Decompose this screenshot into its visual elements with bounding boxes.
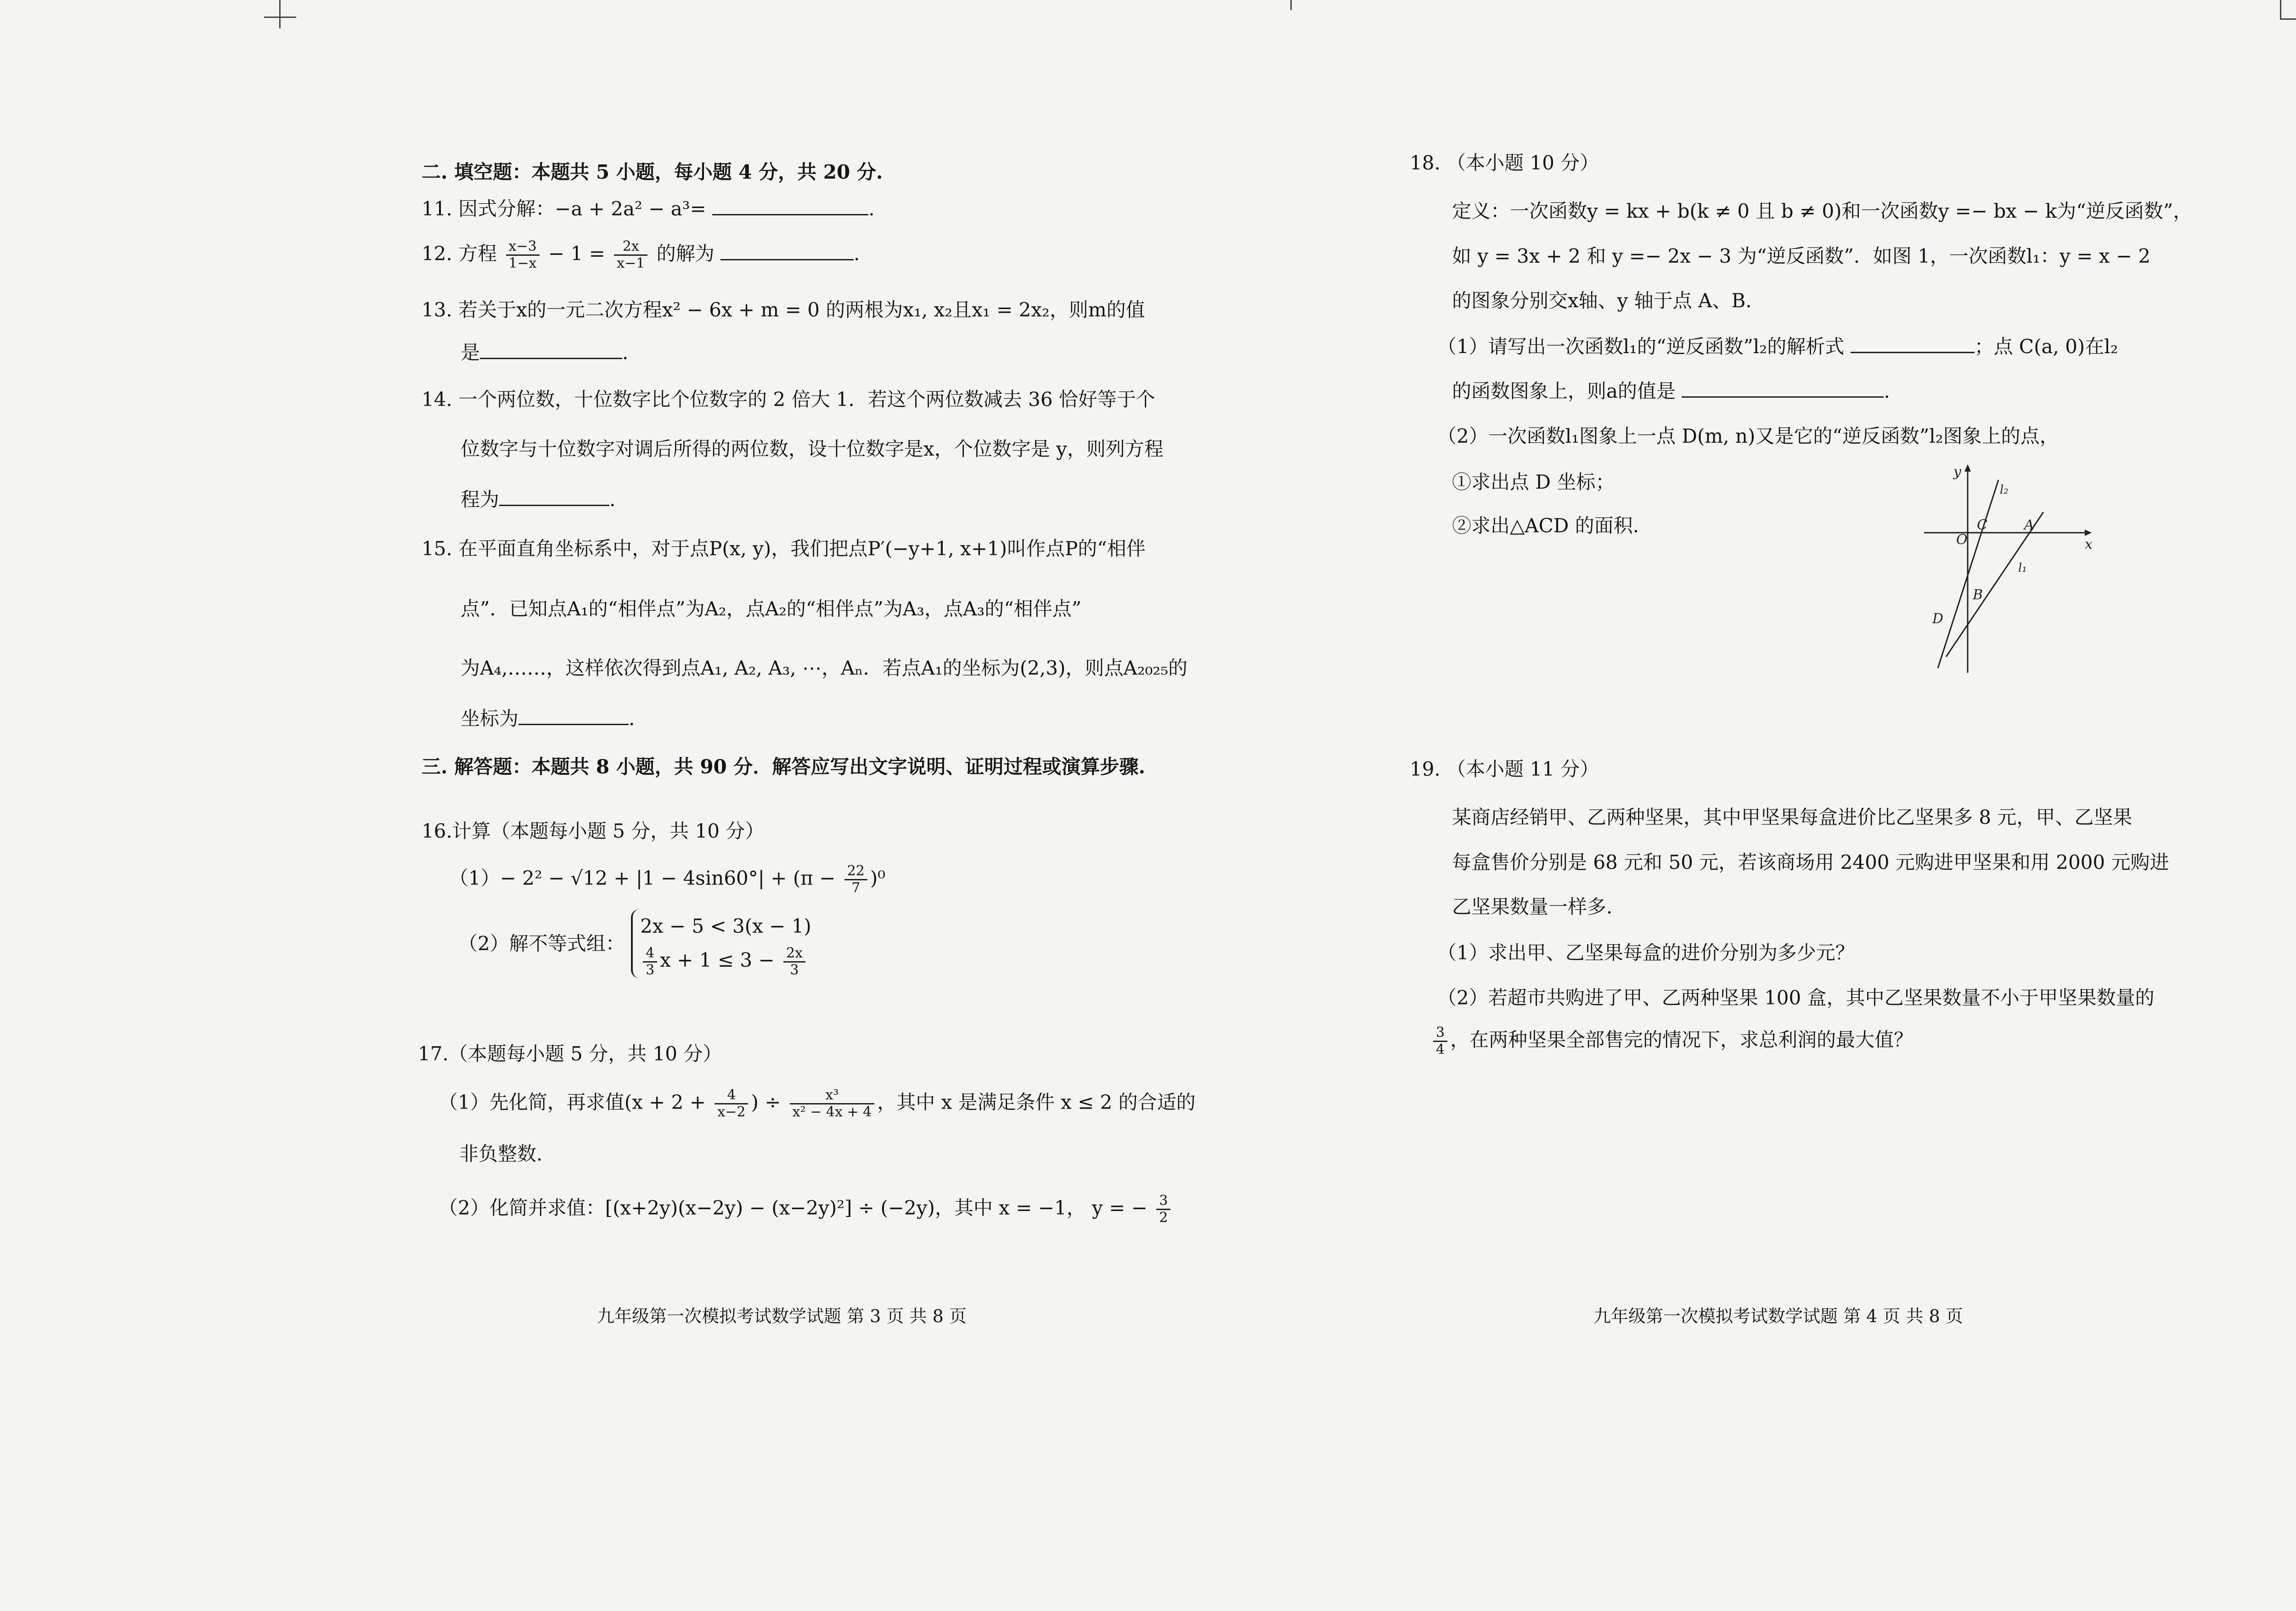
question-number: 11. <box>422 197 452 220</box>
page-footer: 九年级第一次模拟考试数学试题 第 3 页 共 8 页 <box>597 1306 967 1326</box>
point-b-label: B <box>1973 587 1983 603</box>
question-16-part2: （2）解不等式组： 2x − 5 < 3(x − 1) $\frac{4}{3}$ x + 1 ≤ 3 − $\frac{2x}{3}$ <box>458 909 811 978</box>
question-11: 11. 因式分解：−a + 2a² − a³= . <box>422 197 875 220</box>
fraction: $\frac{2x}{x-1}$ <box>614 239 647 271</box>
question-17-part1-line2: 非负整数. <box>459 1143 543 1165</box>
fraction: $\frac{x-3}{1-x}$ <box>506 239 540 271</box>
question-19-line3: 乙坚果数量一样多. <box>1452 896 1613 918</box>
question-15: 15. 在平面直角坐标系中，对于点P(x, y)，我们把点P′(−y+1, x+1)叫作点P的“相伴 <box>422 537 1146 560</box>
fraction: $\frac{2x}{3}$ <box>783 946 805 978</box>
question-12: 12. 方程 $\frac{x-3}{1-x}$ − 1 = $\frac{2x}{x-1}$ 的解为 . <box>422 238 860 271</box>
section3-title: 三. 解答题：本题共 8 小题，共 90 分．解答应写出文字说明、证明过程或演算步骤. <box>422 755 1146 778</box>
question-18-line1: 定义：一次函数y = kx + b(k ≠ 0 且 b ≠ 0)和一次函数y =− bx − k为“逆反函数”， <box>1452 200 2193 222</box>
x-axis-arrow <box>2085 529 2092 536</box>
fraction: $\frac{3}{4}$ <box>1433 1025 1447 1058</box>
question-text: 因式分解：−a + 2a² − a³= <box>458 197 706 220</box>
exam-page-4 <box>1171 0 2296 1611</box>
fraction: $\frac{4}{3}$ <box>643 946 657 978</box>
inequality-system: 2x − 5 < 3(x − 1) $\frac{4}{3}$ x + 1 ≤ 3 − $\frac{2x}{3}$ <box>631 909 811 978</box>
answer-blank[interactable] <box>480 341 622 359</box>
origin-label: O <box>1956 532 1968 548</box>
answer-blank[interactable] <box>499 488 609 506</box>
question-15-line3: 为A₄,……，这样依次得到点A₁, A₂, A₃, ⋯，Aₙ．若点A₁的坐标为(2,3)，则点A₂₀₂₅的 <box>461 657 1188 679</box>
y-axis-label: y <box>1953 464 1961 480</box>
question-13: 13. 若关于x的一元二次方程x² − 6x + m = 0 的两根为x₁, x₂且x₁ = 2x₂，则m的值 <box>422 299 1145 321</box>
page-footer: 九年级第一次模拟考试数学试题 第 4 页 共 8 页 <box>1593 1306 1963 1326</box>
question-18-part1-line2: 的函数图象上，则a的值是 . <box>1452 380 1890 402</box>
question-14: 14. 一个两位数，十位数字比个位数字的 2 倍大 1．若这个两位数减去 36 恰好等于个 <box>422 388 1155 411</box>
question-18-line3: 的图象分别交x轴、y 轴于点 A、B. <box>1452 289 1752 312</box>
question-17-header: 17.（本题每小题 5 分，共 10 分） <box>418 1042 722 1065</box>
question-14-line2: 位数字与十位数字对调后所得的两位数，设十位数字是x，个位数字是 y，则列方程 <box>461 438 1164 460</box>
question-13-line2: 是 . <box>461 341 629 364</box>
point-c-label: C <box>1977 517 1987 533</box>
question-16-part1: （1）− 2² − √12 + |1 − 4sin60°| + (π − $\frac{22}{7}$ )⁰ <box>449 863 886 896</box>
question-19-line1: 某商店经销甲、乙两种坚果，其中甲坚果每盒进价比乙坚果多 8 元，甲、乙坚果 <box>1452 806 2133 828</box>
question-14-line3: 程为 . <box>461 488 616 511</box>
question-18-sub2: ②求出△ACD 的面积. <box>1452 514 1639 537</box>
question-18-sub1: ①求出点 D 坐标； <box>1452 471 1615 493</box>
l1-label: l₁ <box>2018 561 2027 575</box>
question-19-part2: （2）若超市共购进了甲、乙两种坚果 100 盒，其中乙坚果数量不小于甲坚果数量的 <box>1437 986 2155 1009</box>
answer-blank[interactable] <box>1682 380 1884 398</box>
l2-label: l₂ <box>2000 483 2009 497</box>
fraction: $\frac{4}{x-2}$ <box>715 1087 748 1120</box>
answer-blank[interactable] <box>1851 335 1975 353</box>
point-a-label: A <box>2024 517 2034 533</box>
question-18-part2: （2）一次函数l₁图象上一点 D(m, n)又是它的“逆反函数”l₂图象上的点， <box>1437 425 2059 447</box>
fraction: $\frac{22}{7}$ <box>844 863 867 896</box>
answer-blank[interactable] <box>720 242 854 260</box>
question-17-part2: （2）化简并求值：[(x+2y)(x−2y) − (x−2y)²] ÷ (−2y)，其中 x = −1， y = − $\frac{3}{2}$ <box>439 1193 1173 1226</box>
fraction: $\frac{3}{2}$ <box>1156 1193 1171 1226</box>
fraction: $\frac{\text{x³}}{\text{x² − 4x + 4}}$ <box>790 1087 874 1120</box>
question-17-part1: （1）先化简，再求值(x + 2 + $\frac{4}{x-2}$ ) ÷ $\frac{\text{x³}}{\text{x² − 4x + 4}}$ ，其中 x 是满足条件 x ≤ 2 的合适的 <box>439 1087 1196 1120</box>
point-d-label: D <box>1932 611 1944 627</box>
coordinate-figure <box>1919 462 2094 677</box>
question-19-header: 19. （本小题 11 分） <box>1410 758 1599 780</box>
question-18-line2: 如 y = 3x + 2 和 y =− 2x − 3 为“逆反函数”．如图 1，一次函数l₁：y = x − 2 <box>1452 245 2151 267</box>
answer-blank[interactable] <box>712 197 868 215</box>
question-18-header: 18. （本小题 10 分） <box>1410 152 1599 174</box>
question-19-part1: （1）求出甲、乙坚果每盒的进价分别为多少元？ <box>1437 941 1855 964</box>
x-axis-label: x <box>2085 536 2093 552</box>
section2-title: 二. 填空题：本题共 5 小题，每小题 4 分，共 20 分. <box>422 161 883 183</box>
question-19-part2-line2: $\frac{3}{4}$ ，在两种坚果全部售完的情况下，求总利润的最大值？ <box>1430 1025 1913 1058</box>
question-19-line2: 每盒售价分别是 68 元和 50 元，若该商场用 2400 元购进甲坚果和用 2000 元购进 <box>1452 851 2169 873</box>
question-15-line4: 坐标为 . <box>461 707 635 730</box>
y-axis-arrow <box>1964 464 1971 472</box>
question-16-header: 16.计算（本题每小题 5 分，共 10 分） <box>422 820 765 842</box>
question-15-line2: 点”．已知点A₁的“相伴点”为A₂，点A₂的“相伴点”为A₃，点A₃的“相伴点” <box>461 597 1082 620</box>
answer-blank[interactable] <box>518 707 629 725</box>
question-18-part1: （1）请写出一次函数l₁的“逆反函数”l₂的解析式 ；点 C(a, 0)在l₂ <box>1437 335 2118 358</box>
